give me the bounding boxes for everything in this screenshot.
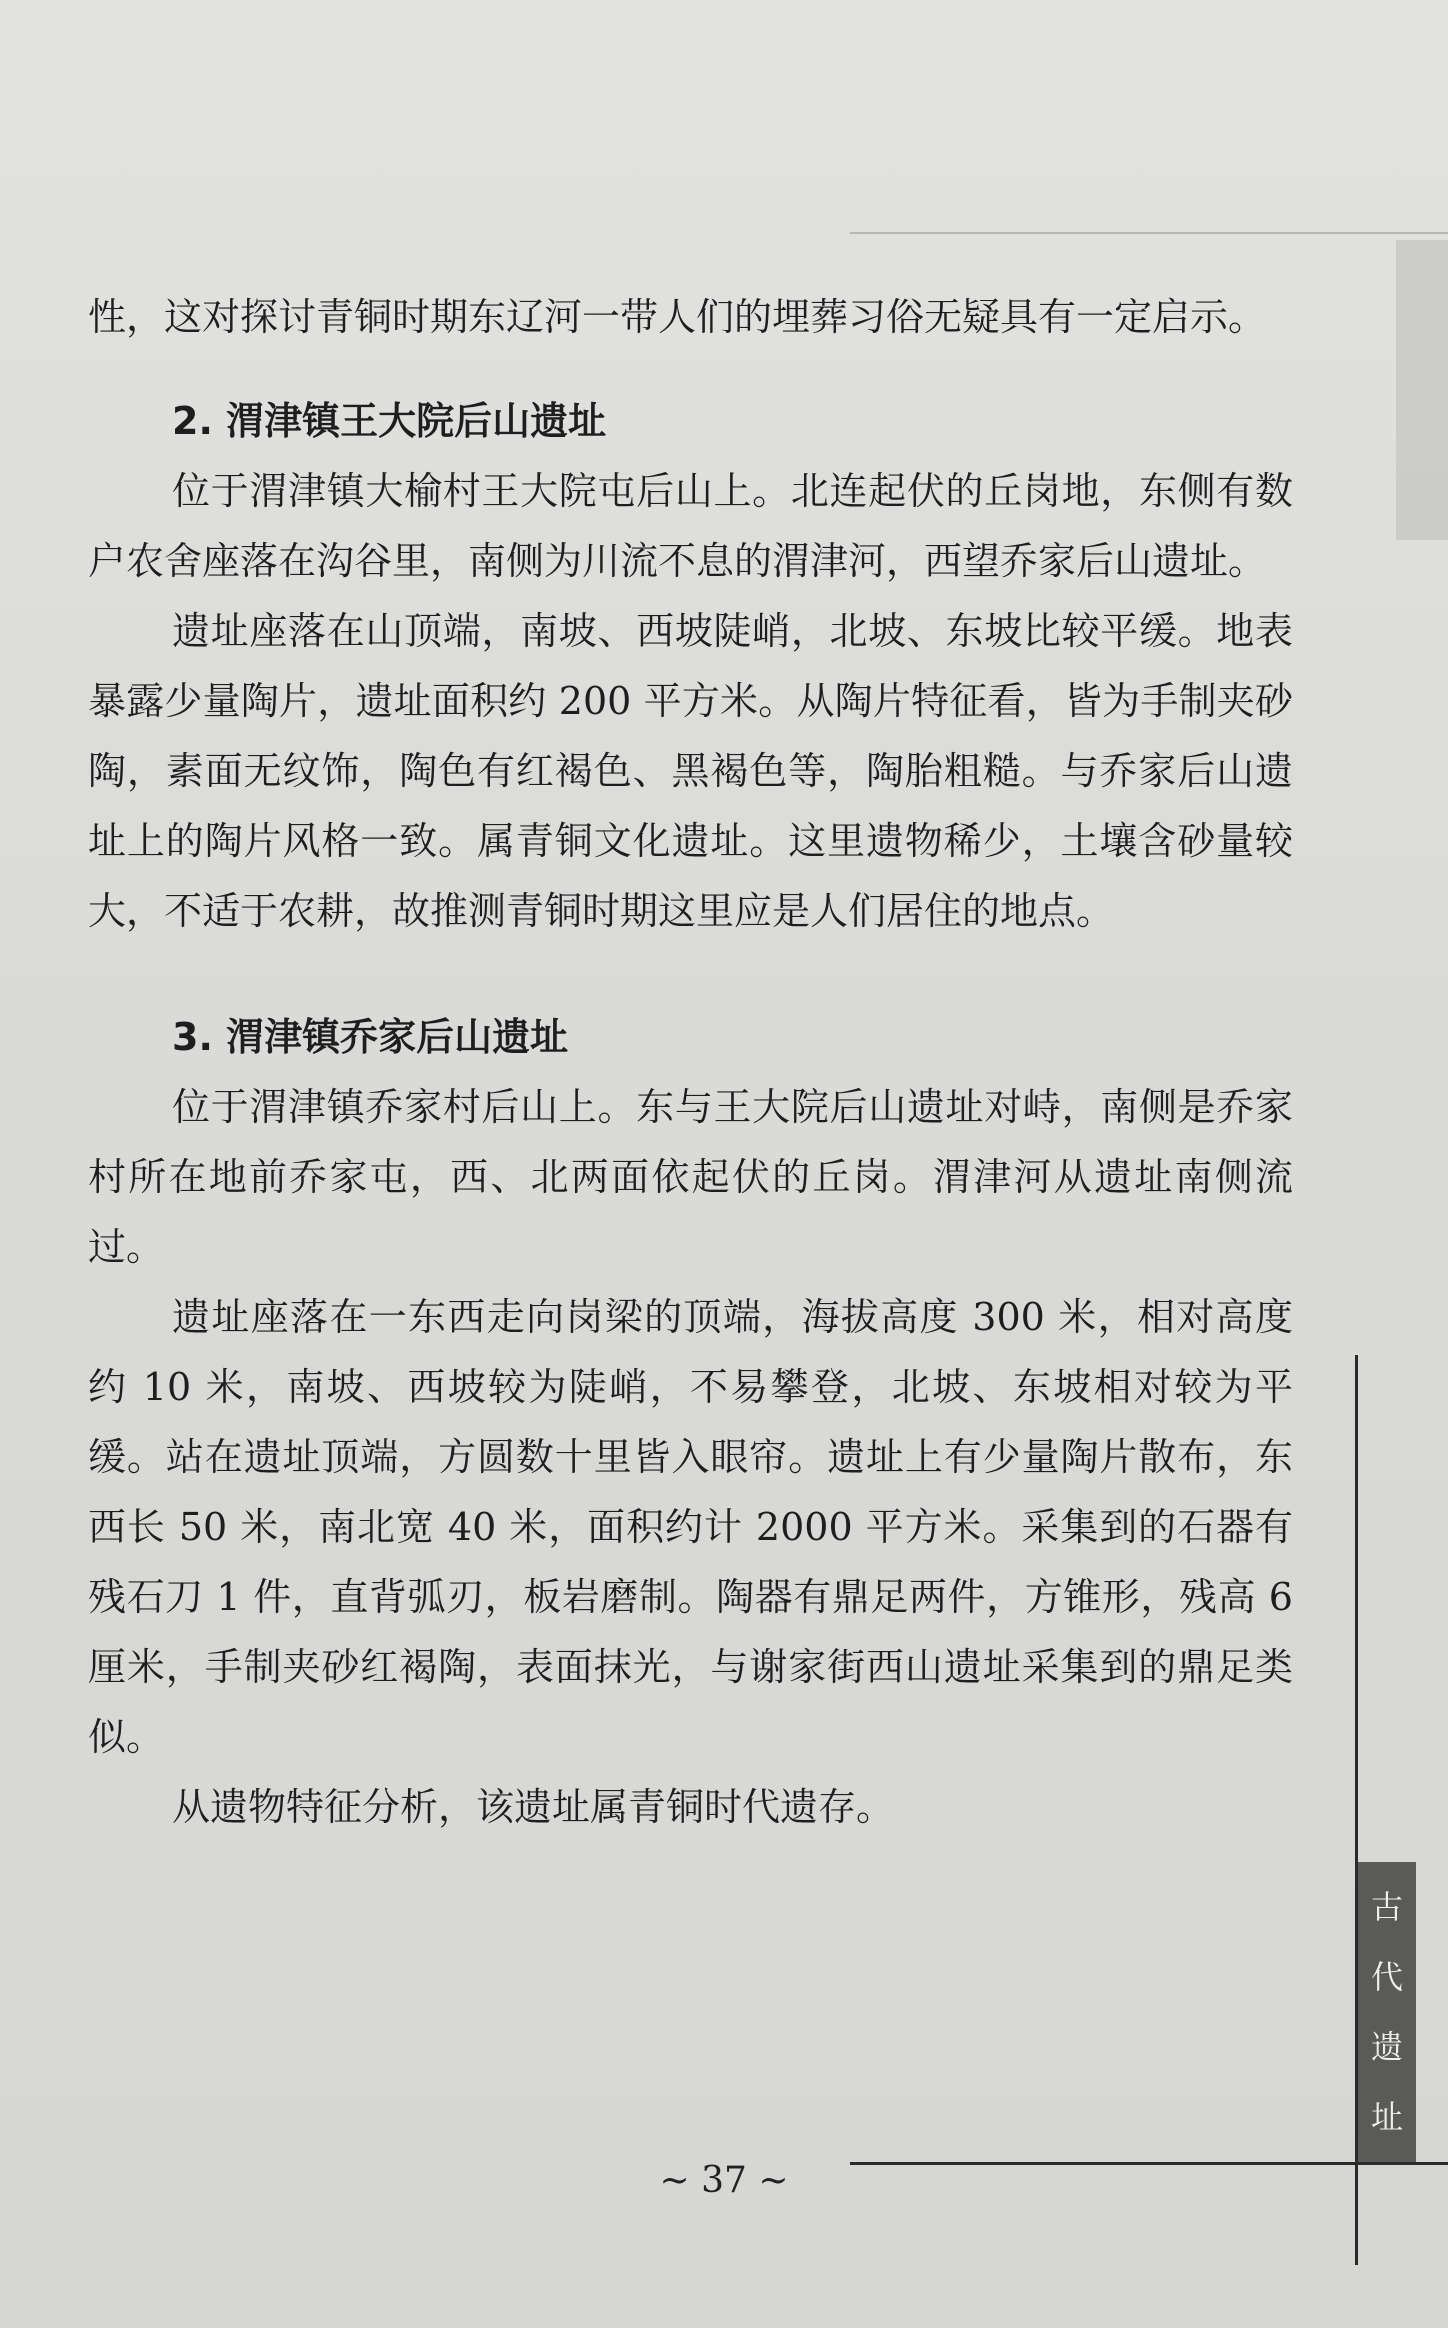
side-tab-char-2: 代 bbox=[1370, 1958, 1403, 1996]
section-heading-2: 2. 渭津镇王大院后山遗址 bbox=[172, 399, 607, 443]
section3-paragraph-3: 从遗物特征分析，该遗址属青铜时代遗存。 bbox=[172, 1785, 895, 1829]
page-body bbox=[88, 282, 1293, 1842]
section2-paragraph-1: 位于渭津镇大榆村王大院屯后山上。北连起伏的丘岗地，东侧有数户农舍座落在沟谷里，南侧为川流不息的渭津河，西望乔家后山遗址。 bbox=[88, 469, 1293, 583]
page-number: ~ 37 ~ bbox=[659, 2160, 789, 2201]
bottom-horizontal-rule bbox=[850, 2162, 1448, 2165]
side-tab-char-1: 古 bbox=[1370, 1888, 1403, 1926]
section2-paragraph-2: 遗址座落在山顶端，南坡、西坡陡峭，北坡、东坡比较平缓。地表暴露少量陶片，遗址面积约 200 平方米。从陶片特征看，皆为手制夹砂陶，素面无纹饰，陶色有红褐色、黑褐色等，陶胎粗糙。与乔家后山遗址上的陶片风格一致。属青铜文化遗址。这里遗物稀少，土壤含砂量较大，不适于农耕，故推测青铜时期这里应是人们居住的地点。 bbox=[88, 609, 1293, 933]
paragraph-continuation: 性，这对探讨青铜时期东辽河一带人们的埋葬习俗无疑具有一定启示。 bbox=[88, 295, 1267, 339]
side-tab-bleed bbox=[1396, 240, 1448, 540]
chapter-side-tab bbox=[1358, 1862, 1416, 2162]
side-tab-char-4: 址 bbox=[1370, 2098, 1403, 2136]
section3-paragraph-1: 位于渭津镇乔家村后山上。东与王大院后山遗址对峙，南侧是乔家村所在地前乔家屯，西、北两面依起伏的丘岗。渭津河从遗址南侧流过。 bbox=[88, 1085, 1293, 1269]
top-decorative-rule bbox=[850, 232, 1448, 234]
section3-paragraph-2: 遗址座落在一东西走向岗梁的顶端，海拔高度 300 米，相对高度约 10 米，南坡、西坡较为陡峭，不易攀登，北坡、东坡相对较为平缓。站在遗址顶端，方圆数十里皆入眼帘。遗址上有少量陶片散布，东西长 50 米，南北宽 40 米，面积约计 2000 平方米。采集到的石器有残石刀 1 件，直背弧刃，板岩磨制。陶器有鼎足两件，方锥形，残高 6 厘米，手制夹砂红褐陶，表面抹光，与谢家街西山遗址采集到的鼎足类似。 bbox=[88, 1295, 1293, 1759]
side-tab-char-3: 遗 bbox=[1370, 2028, 1403, 2066]
section-heading-3: 3. 渭津镇乔家后山遗址 bbox=[172, 1015, 569, 1059]
